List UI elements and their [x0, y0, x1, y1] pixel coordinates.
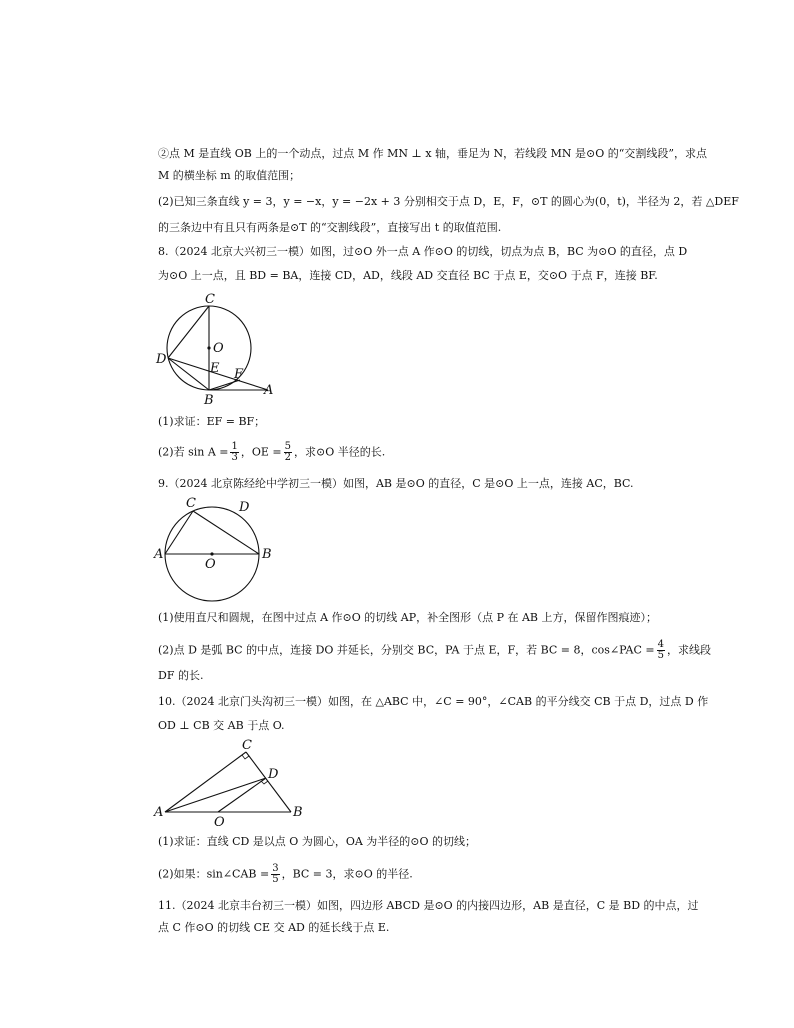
q10-label-B: B	[293, 805, 303, 820]
q8-label-D: D	[156, 352, 167, 367]
q8-stem-cont: 为⊙O 上一点，且 BD = BA，连接 CD，AD，线段 AD 交直径 BC 于点 E，交⊙O 于点 F，连接 BF.	[158, 269, 658, 282]
q8-label-A: A	[264, 383, 274, 398]
q9-label-C: C	[186, 496, 196, 511]
q8-label-F: F	[234, 367, 244, 382]
q9-part2: (2)点 D 是弧 BC 的中点，连接 DO 并延长，分别交 BC，PA 于点 E，F，若 BC = 8，cos∠PAC = $\frac{4}{5}$ ，求线段	[158, 639, 712, 661]
q8-part1: (1)求证：EF = BF；	[158, 415, 266, 428]
q8-stem: 8.（2024 北京大兴初三一模）如图，过⊙O 外一点 A 作⊙O 的切线，切点为点 B，BC 为⊙O 的直径，点 D	[158, 245, 688, 258]
q7-part2-sub: ②点 M 是直线 OB 上的一个动点，过点 M 作 MN ⊥ x 轴，垂足为 N，若线段 MN 是⊙O 的“交割线段”，求点	[158, 147, 708, 160]
q8-label-E: E	[210, 361, 220, 376]
q10-label-D: D	[268, 767, 279, 782]
q10-part2: (2)如果：sin∠CAB = $\frac{3}{5}$ ，BC = 3，求⊙O 的半径.	[158, 863, 413, 885]
q10-stem: 10.（2024 北京门头沟初三一模）如图，在 △ABC 中，∠C = 90°，∠CAB 的平分线交 CB 于点 D，过点 D 作	[158, 695, 709, 708]
q8-figure	[150, 288, 290, 408]
q8-label-C: C	[205, 292, 215, 307]
q10-stem-cont: OD ⊥ CB 交 AB 于点 O.	[158, 719, 285, 732]
q9-label-B: B	[262, 547, 272, 562]
q7-part3-cont: 的三条边中有且只有两条是⊙T 的“交割线段”，直接写出 t 的取值范围.	[158, 221, 502, 234]
q7-part3: (2)已知三条直线 y = 3，y = −x，y = −2x + 3 分别相交于点 D，E，F，⊙T 的圆心为(0，t)，半径为 2，若 △DEF	[158, 195, 739, 208]
q11-stem-cont: 点 C 作⊙O 的切线 CE 交 AD 的延长线于点 E.	[158, 921, 390, 934]
q10-label-O: O	[214, 815, 225, 828]
q10-part1: (1)求证：直线 CD 是以点 O 为圆心，OA 为半径的⊙O 的切线；	[158, 835, 477, 848]
q9-figure	[150, 494, 280, 602]
q7-part2-sub-cont: M 的横坐标 m 的取值范围；	[158, 169, 301, 182]
q9-part1: (1)使用直尺和圆规，在图中过点 A 作⊙O 的切线 AP，补全图形（点 P 在 AB 上方，保留作图痕迹）；	[158, 611, 658, 624]
q11-stem: 11.（2024 北京丰台初三一模）如图，四边形 ABCD 是⊙O 的内接四边形，AB 是直径，C 是 BD 的中点，过	[158, 899, 699, 912]
q10-figure	[150, 736, 310, 828]
q9-part2-cont: DF 的长.	[158, 669, 204, 682]
q8-label-O: O	[213, 341, 224, 356]
q9-label-D: D	[239, 500, 250, 515]
q9-label-A: A	[154, 547, 164, 562]
q9-stem: 9.（2024 北京陈经纶中学初三一模）如图，AB 是⊙O 的直径，C 是⊙O 上一点，连接 AC，BC.	[158, 477, 634, 490]
q10-label-C: C	[242, 738, 252, 753]
q9-label-O: O	[205, 557, 216, 572]
q8-part2: (2)若 sin A = $\frac{1}{3}$ ，OE = $\frac{5}{2}$ ，求⊙O 半径的长.	[158, 441, 386, 463]
q10-label-A: A	[154, 805, 164, 820]
q8-label-B: B	[204, 393, 214, 408]
